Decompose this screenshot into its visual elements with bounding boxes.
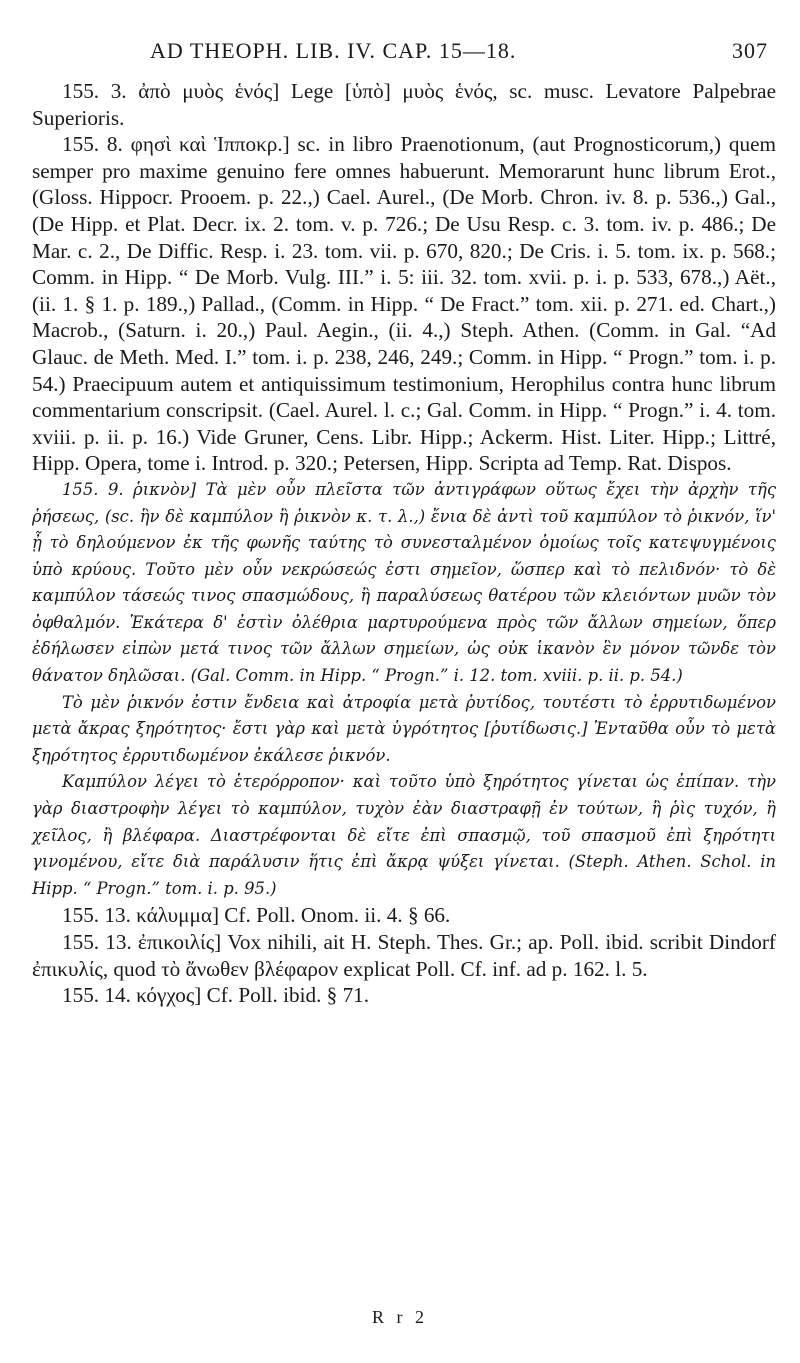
note-155-14: 155. 14. κόγχος] Cf. Poll. ibid. § 71. [62,983,370,1008]
note-155-9-kampylon: Καμπύλον λέγει τὸ ἑτερόρροπον· καὶ τοῦτο ὑπὸ ξηρότητος γίνεται ὡς ἐπίπαν. τὴν γὰρ διαστροφὴν λέγει τὸ καμπύλον, τυχὸν ἐὰν διαστραφῇ ἐν τούτων, ἢ ῥὶς τυχόν, ἢ χεῖλος, ἢ βλέφαρα. Διαστρέφονται δὲ εἴτε ἐπὶ σπασμῷ, τοῦ σπασμοῦ ἐπὶ ξηρότητι γινομένου, εἴτε διὰ παράλυσιν ἥτις ἐπὶ ἄκρᾳ ψύξει γίνεται. (Steph. Athen. Schol. in Hipp. “ Progn.” tom. i. p. 95.) [32,772,776,898]
running-head-title: AD THEOPH. LIB. IV. CAP. 15—18. [150,38,517,63]
note-155-9: 155. 9. ῥικνὸν] Τὰ μὲν οὖν πλεῖστα τῶν ἀντιγράφων οὕτως ἔχει τὴν ἀρχὴν τῆς ῥήσεως, (sc. ἣν δὲ καμπύλον ἢ ῥικνὸν κ. τ. λ.,) ἔνια δὲ ἀντὶ τοῦ καμπύλον τὸ ῥικνόν, ἵν' ᾖ τὸ δηλούμενον ἐκ τῆς φωνῆς ταύτης τὸ συνεσταλμένον ὁμοίως τοῖς κατεψυγμένοις ὑπὸ κρύους. Τοῦτο μὲν οὖν νεκρώσεώς ἐστι σημεῖον, ὥσπερ καὶ τὸ πελιδνόν· τὸ δὲ καμπύλον τάσεώς τινος σπασμώδους, ἢ παραλύσεως θατέρου τῶν κλειόντων μυῶν τὸν ὀφθαλμόν. Ἑκάτερα δ' ἐστὶν ὀλέθρια μαρτυρούμενα πρὸς τῶν ἄλλων σημείων, ὅπερ ἐδήλωσεν εἰπὼν μετά τινος τῶν ἄλλων σημείων, ὡς οὐκ ἱκανὸν ἓν μόνον τῶνδε τὸν θάνατον δηλῶσαι. (Gal. Comm. in Hipp. “ Progn.” i. 12. tom. xviii. p. ii. p. 54.) [32,479,776,686]
note-155-9-rhikon: Τὸ μὲν ῥικνόν ἐστιν ἔνδεια καὶ ἀτροφία μετὰ ῥυτίδος, τουτέστι τὸ ἐρρυτιδωμένον μετὰ ἄκρας ξηρότητος· ἔστι γὰρ καὶ μετὰ ὑγρότητος [ῥυτίδωσις.] Ἐνταῦθα οὖν τὸ μετὰ ξηρότητος ἐρρυτιδωμένον ἐκάλεσε ῥικνόν. [32,692,776,765]
page-number: 307 [732,38,768,63]
signature-mark: R r 2 [372,1307,428,1327]
note-155-13-kalymma: 155. 13. κάλυμμα] Cf. Poll. Onom. ii. 4. § 66. [62,903,451,928]
note-155-8: 155. 8. φησὶ καὶ Ἱπποκρ.] sc. in libro Praenotionum, (aut Prognosticorum,) quem semper pro maxime genuino fere omnes habuerunt. Memorarunt hunc librum Erot., (Gloss. Hippocr. Prooem. p. 22.,) Cael. Aurel., (De Morb. Chron. iv. 8. p. 536.,) Gal., (De Hipp. et Plat. Decr. ix. 2. tom. v. p. 726.; De Usu Resp. c. 3. tom. iv. p. 486.; De Mar. c. 2., De Diffic. Resp. i. 23. tom. vii. p. 670, 820.; De Cris. i. 5. tom. ix. p. 568.; Comm. in Hipp. “ De Morb. Vulg. III.” i. 5: iii. 32. tom. xvii. p. i. p. 533, 678.,) Aët., (ii. 1. § 1. p. 189.,) Pallad., (Comm. in Hipp. “ De Fract.” tom. xii. p. 271. ed. Chart.,) Macrob., (Saturn. i. 20.,) Paul. Aegin., (ii. 4.,) Steph. Athen. (Comm. in Gal. “Ad Glauc. de Meth. Med. I.” tom. i. p. 238, 246, 249.; Comm. in Hipp. “ Progn.” tom. i. p. 54.) Praecipuum autem et antiquissimum testimonium, Herophilus contra hunc librum commentarium conscripsit. (Cael. Aurel. l. c.; Gal. Comm. in Hipp. “ Progn.” i. 4. tom. xviii. p. ii. p. 16.) Vide Gruner, Cens. Libr. Hipp.; Ackerm. Hist. Liter. Hipp.; Littré, Hipp. Opera, tome i. Introd. p. 320.; Petersen, Hipp. Scripta ad Temp. Rat. Dispos. [32,132,776,476]
notes-body [32,78,776,1009]
book-page [32,0,776,1363]
note-155-3: 155. 3. ἀπὸ μυὸς ἑνός] Lege [ὑπὸ] μυὸς ἑνός, sc. musc. Levatore Palpebrae Superioris. [32,79,776,130]
note-155-13-epikoilis: 155. 13. ἐπικοιλίς] Vox nihili, ait H. Steph. Thes. Gr.; ap. Poll. ibid. scribit Dindorf ἐπικυλίς, quod τὸ ἄνωθεν βλέφαρον explicat Poll. Cf. inf. ad p. 162. l. 5. [32,930,776,981]
